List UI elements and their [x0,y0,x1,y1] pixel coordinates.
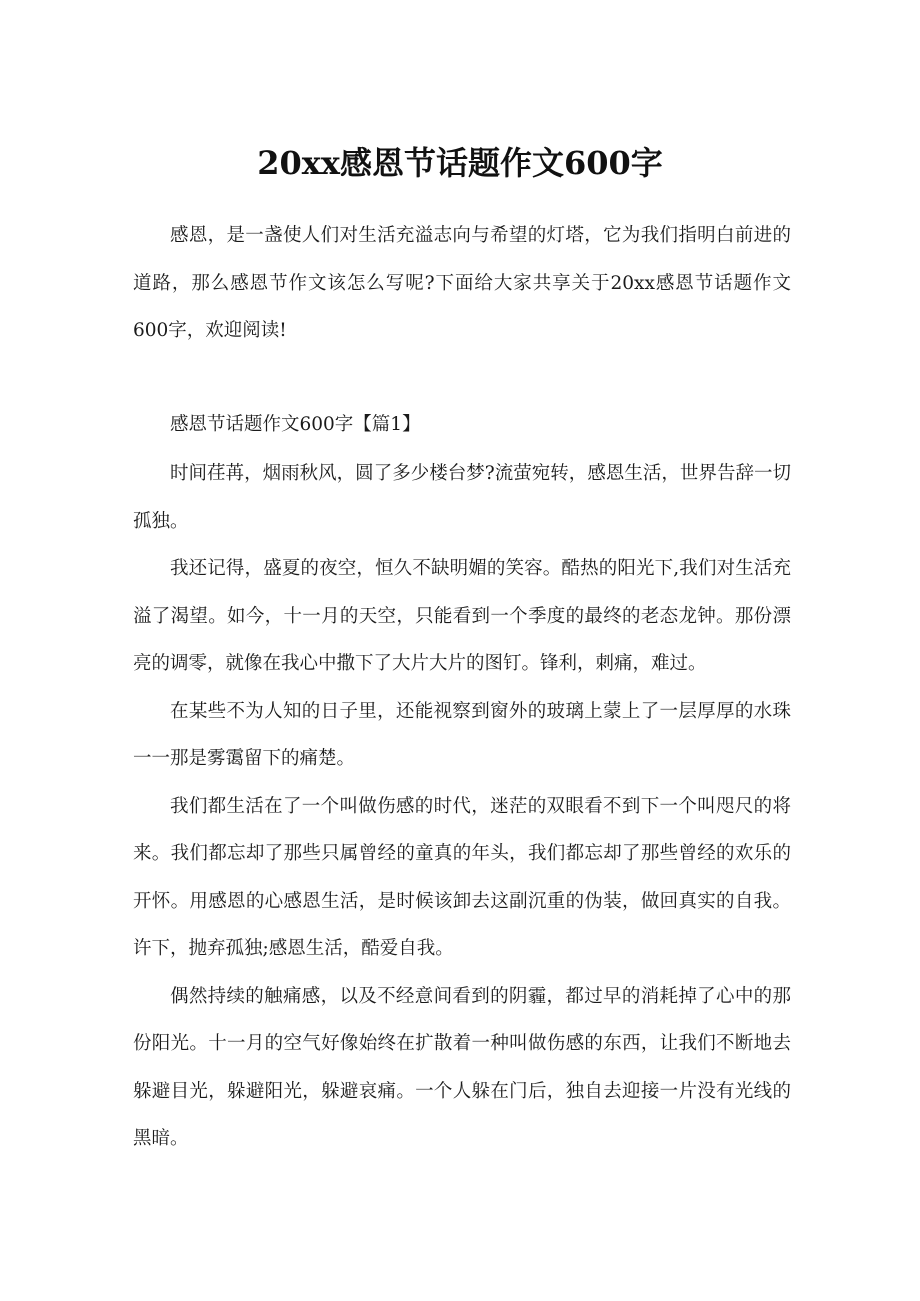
page-title: 20xx感恩节话题作文600字 [257,144,663,182]
section-heading: 感恩节话题作文600字【篇1】 [170,413,421,435]
body-paragraph: 在某些不为人知的日子里，还能视察到窗外的玻璃上蒙上了一层厚厚的水珠一一那是雾霭留下的痛楚。 [133,700,791,769]
body-paragraph: 偶然持续的触痛感，以及不经意间看到的阴霾，都过早的消耗掉了心中的那份阳光。十一月的空气好像始终在扩散着一种叫做伤感的东西，让我们不断地去躲避目光，躲避阳光，躲避哀痛。一个人躲在门后，独自去迎接一片没有光线的黑暗。 [133,985,791,1149]
body-paragraph: 我们都生活在了一个叫做伤感的时代，迷茫的双眼看不到下一个叫咫尺的将来。我们都忘却了那些只属曾经的童真的年头，我们都忘却了那些曾经的欢乐的开怀。用感恩的心感恩生活，是时候该卸去这副沉重的伪装，做回真实的自我。许下，抛弃孤独;感恩生活，酷爱自我。 [133,795,791,959]
document-body [133,212,791,1163]
body-paragraph: 我还记得，盛夏的夜空，恒久不缺明媚的笑容。酷热的阳光下,我们对生活充溢了渴望。如今，十一月的天空，只能看到一个季度的最终的老态龙钟。那份漂亮的调零，就像在我心中撒下了大片大片的图钉。锋利，刺痛，难过。 [133,558,791,674]
body-paragraph: 时间荏苒，烟雨秋风，圆了多少楼台梦?流萤宛转，感恩生活，世界告辞一切孤独。 [133,463,791,532]
intro-paragraph: 感恩，是一盏使人们对生活充溢志向与希望的灯塔，它为我们指明白前进的道路，那么感恩节作文该怎么写呢?下面给大家共享关于20xx感恩节话题作文600字，欢迎阅读! [133,225,791,341]
paragraph-spacer [133,355,791,401]
